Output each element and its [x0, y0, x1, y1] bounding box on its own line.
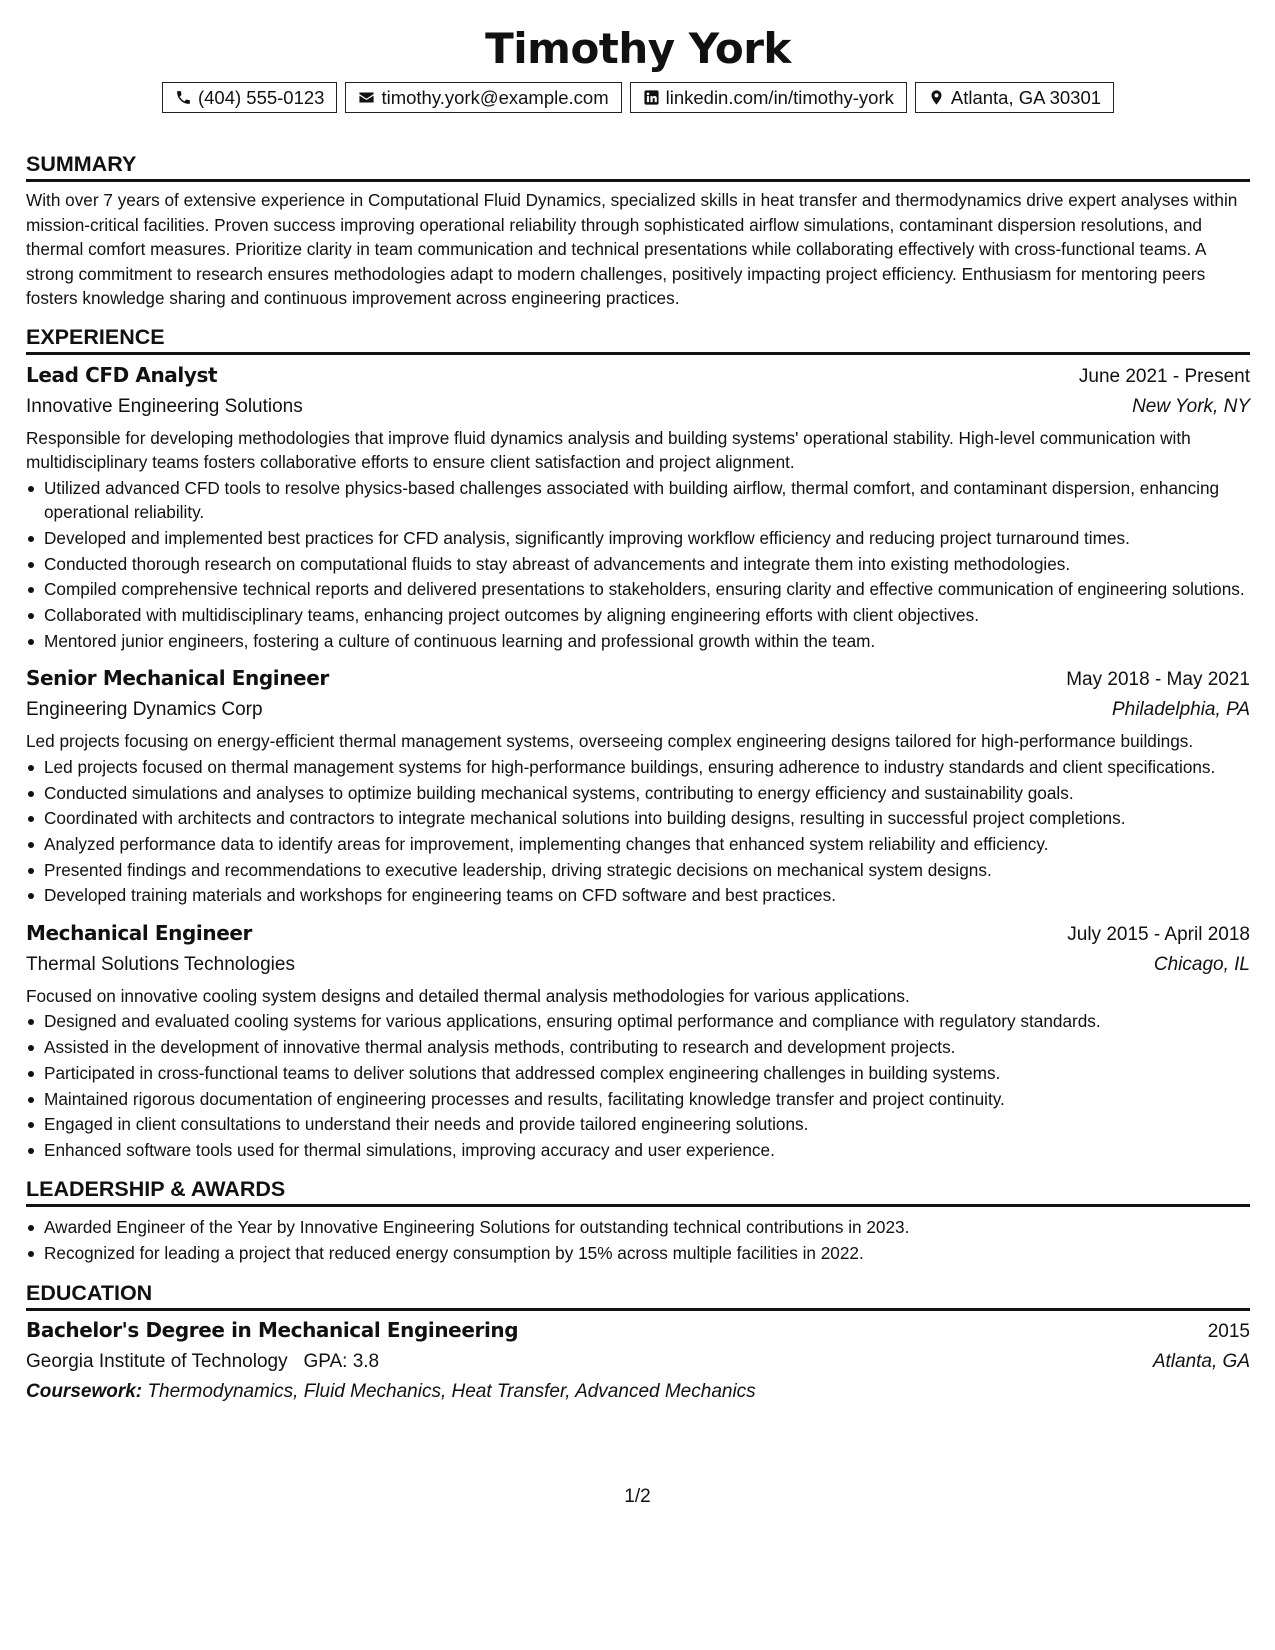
job-dates: June 2021 - Present — [1078, 365, 1250, 387]
list-item: Participated in cross-functional teams to deliver solutions that addressed complex engineering challenges in building systems. — [44, 1061, 1250, 1086]
list-item: Led projects focused on thermal management systems for high-performance buildings, ensuring adherence to industry standards and client specifications. — [44, 755, 1250, 780]
school-location: Atlanta, GA — [1152, 1350, 1250, 1372]
job-summary: Responsible for developing methodologies that improve fluid dynamics analysis and building systems' operational stability. High-level communication with multidisciplinary teams fosters collaborative efforts to ensure client satisfaction and project alignment. — [26, 427, 1191, 472]
job-title: Mechanical Engineer — [26, 920, 253, 945]
contact-phone[interactable] — [162, 82, 338, 113]
list-item: Conducted simulations and analyses to optimize building mechanical systems, contributing to energy efficiency and sustainability goals. — [44, 781, 1250, 806]
list-item: Utilized advanced CFD tools to resolve physics-based challenges associated with building airflow, thermal comfort, and contaminant dispersion, enhancing operational reliability. — [44, 476, 1250, 525]
job-company: Innovative Engineering Solutions — [26, 395, 303, 417]
contact-location[interactable] — [915, 82, 1114, 113]
coursework-line — [26, 1377, 1250, 1407]
section-heading-summary: SUMMARY — [26, 149, 1250, 182]
education-section — [26, 1278, 1250, 1407]
list-item: Awarded Engineer of the Year by Innovative Engineering Solutions for outstanding technical contributions in 2023. — [44, 1215, 1250, 1240]
linkedin-text: linkedin.com/in/timothy-york — [665, 87, 894, 108]
gpa: GPA: 3.8 — [303, 1350, 380, 1372]
school-name: Georgia Institute of Technology — [26, 1350, 288, 1372]
job-bullets — [26, 1009, 1250, 1162]
list-item: Compiled comprehensive technical reports and delivered presentations to stakeholders, ensuring clarity and effective communication of engineering solutions. — [44, 577, 1250, 602]
graduation-year: 2015 — [1207, 1320, 1250, 1342]
awards-section — [26, 1174, 1250, 1265]
contact-email[interactable] — [345, 82, 621, 113]
job-dates: July 2015 - April 2018 — [1067, 923, 1250, 945]
page-number: 1/2 — [624, 1486, 651, 1507]
job-location: Chicago, IL — [1153, 953, 1250, 975]
job-company: Thermal Solutions Technologies — [26, 953, 295, 975]
envelope-icon — [358, 89, 375, 106]
job-location: New York, NY — [1132, 395, 1250, 417]
job-bullets — [26, 755, 1250, 908]
job-dates: May 2018 - May 2021 — [1066, 669, 1250, 691]
list-item: Developed training materials and workshops for engineering teams on CFD software and best practices. — [44, 883, 1250, 908]
list-item: Assisted in the development of innovative thermal analysis methods, contributing to research and development projects. — [44, 1035, 1250, 1060]
list-item: Analyzed performance data to identify areas for improvement, implementing changes that enhanced system reliability and efficiency. — [44, 832, 1250, 857]
section-heading-education: EDUCATION — [26, 1278, 1250, 1311]
job-entry — [26, 918, 1250, 1163]
list-item: Engaged in client consultations to understand their needs and provide tailored engineering solutions. — [44, 1112, 1250, 1137]
coursework-list: Thermodynamics, Fluid Mechanics, Heat Transfer, Advanced Mechanics — [147, 1380, 756, 1402]
degree-title: Bachelor's Degree in Mechanical Engineering — [26, 1317, 519, 1342]
section-heading-experience: EXPERIENCE — [26, 322, 1250, 355]
map-pin-icon — [928, 89, 945, 106]
phone-icon — [175, 89, 192, 106]
summary-text: With over 7 years of extensive experience in Computational Fluid Dynamics, specialized skills in heat transfer and thermodynamics drive expert analyses within mission-critical facilities. Proven success improving operational reliability through sophisticated airflow simulations, contaminant dispersion resolutions, and thermal comfort measures. Prioritize clarity in team communication and technical presentations while collaborating effectively with cross-functional teams. A strong commitment to research ensures methodologies adapt to modern challenges, positively impacting project efficiency. Enthusiasm for mentoring peers fosters knowledge sharing and continuous improvement across engineering practices. — [26, 190, 1238, 308]
list-item: Collaborated with multidisciplinary teams, enhancing project outcomes by aligning engineering efforts with client objectives. — [44, 603, 1250, 628]
resume-page — [26, 0, 1250, 1407]
list-item: Developed and implemented best practices for CFD analysis, significantly improving workflow efficiency and reducing project turnaround times. — [44, 526, 1250, 551]
candidate-name: Timothy York — [485, 24, 791, 73]
experience-section — [26, 322, 1250, 1163]
list-item: Coordinated with architects and contractors to integrate mechanical solutions into building designs, resulting in successful project completions. — [44, 806, 1250, 831]
coursework-label: Coursework: — [26, 1380, 143, 1402]
job-entry — [26, 360, 1250, 654]
list-item: Mentored junior engineers, fostering a culture of continuous learning and professional growth within the team. — [44, 629, 1250, 654]
contact-linkedin[interactable] — [630, 82, 907, 113]
list-item: Maintained rigorous documentation of engineering processes and results, facilitating knowledge transfer and project continuity. — [44, 1087, 1250, 1112]
list-item: Conducted thorough research on computational fluids to stay abreast of advancements and integrate them into existing methodologies. — [44, 552, 1250, 577]
job-entry — [26, 663, 1250, 908]
phone-text: (404) 555-0123 — [197, 87, 325, 108]
list-item: Enhanced software tools used for thermal simulations, improving accuracy and user experience. — [44, 1138, 1250, 1163]
job-company: Engineering Dynamics Corp — [26, 699, 263, 721]
linkedin-icon — [643, 89, 660, 106]
summary-section — [26, 149, 1250, 311]
school-line — [26, 1347, 379, 1377]
job-summary: Focused on innovative cooling system designs and detailed thermal analysis methodologies for various applications. — [26, 985, 910, 1006]
job-bullets — [26, 476, 1250, 653]
job-title: Lead CFD Analyst — [26, 362, 218, 387]
section-heading-awards: LEADERSHIP & AWARDS — [26, 1174, 1250, 1207]
contact-bar — [26, 82, 1250, 113]
list-item: Presented findings and recommendations to executive leadership, driving strategic decisions on mechanical system designs. — [44, 858, 1250, 883]
job-location: Philadelphia, PA — [1111, 699, 1250, 721]
location-text: Atlanta, GA 30301 — [950, 87, 1102, 108]
job-title: Senior Mechanical Engineer — [26, 666, 329, 691]
job-summary: Led projects focusing on energy-efficient thermal management systems, overseeing complex engineering designs tailored for high-performance buildings. — [26, 731, 1194, 752]
awards-list — [26, 1215, 1250, 1265]
list-item: Recognized for leading a project that reduced energy consumption by 15% across multiple facilities in 2022. — [44, 1241, 1250, 1266]
email-text: timothy.york@example.com — [381, 87, 609, 108]
list-item: Designed and evaluated cooling systems for various applications, ensuring optimal performance and compliance with regulatory standards. — [44, 1009, 1250, 1034]
